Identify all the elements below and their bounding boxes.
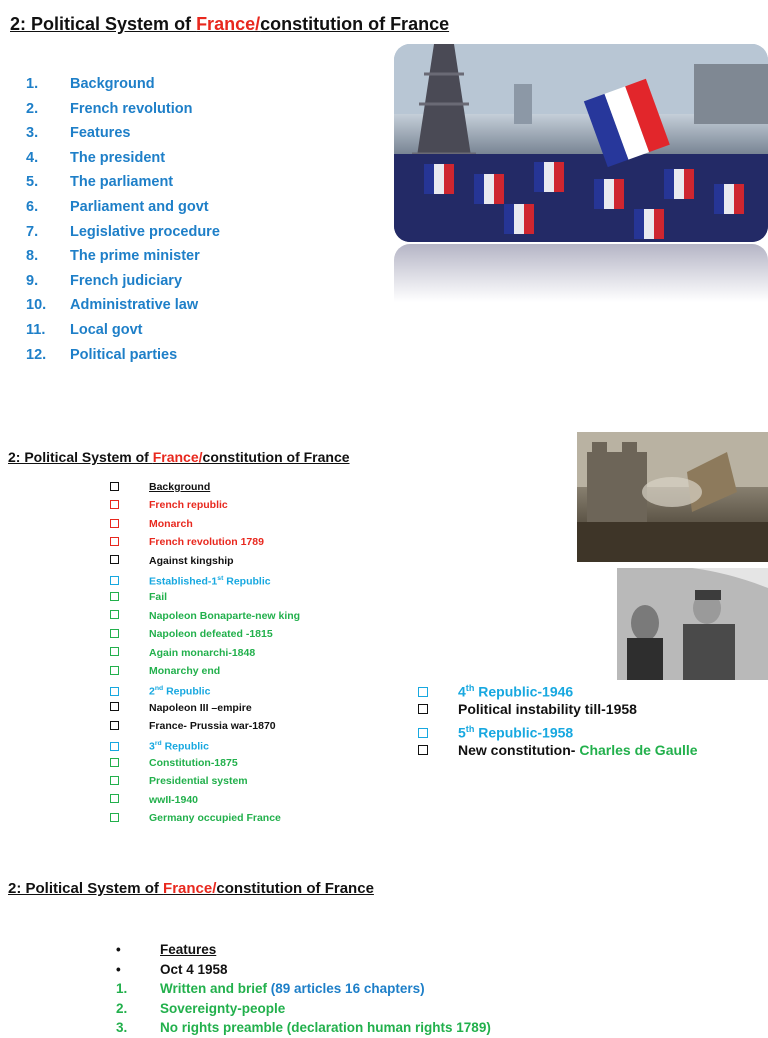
checkbox-bullet-icon [110,666,119,675]
feature-item [108,940,491,960]
checklist-item [110,754,300,772]
item-label: The president [70,149,166,166]
checkbox-bullet-icon [110,576,119,585]
item-text: Germany occupied France [149,812,281,825]
item-label: Background [70,76,155,92]
checkbox-bullet-icon [110,687,119,696]
checkbox-bullet-icon [418,728,428,738]
photo-reflection [394,244,768,302]
contents-item [26,121,220,146]
item-text: Established-1 [149,575,218,588]
item-label: The prime minister [70,248,200,265]
item-label: Features [70,125,131,142]
checklist-item [418,678,698,699]
item-text: Monarch [149,517,193,530]
item-number: 12. [26,346,47,363]
checkbox-bullet-icon [110,610,119,619]
title-highlight: France/ [152,449,203,465]
checklist-item [110,809,300,827]
item-text: French revolution 1789 [149,536,264,549]
item-text: Napoleon defeated -1815 [149,628,273,641]
history-checklist [110,478,300,827]
feature-item [108,1018,491,1038]
item-marker: 1. [116,981,128,996]
item-text-rest: Republic-1958 [474,724,574,741]
checklist-item [110,588,300,606]
checkbox-bullet-icon [110,776,119,785]
item-text: Written and brief [160,981,271,996]
ordinal-suffix: rd [154,740,162,748]
item-number: 3. [26,125,39,142]
checkbox-bullet-icon [110,813,119,822]
item-text: 5 [458,724,466,741]
item-text-rest: Republic-1946 [474,683,574,700]
item-text: Constitution-1875 [149,756,238,769]
checklist-item [110,533,300,551]
checkbox-bullet-icon [110,500,119,509]
checkbox-bullet-icon [110,721,119,730]
feature-item [108,960,491,980]
item-marker: • [116,942,121,957]
item-text: No rights preamble (declaration human rights 1789) [160,1020,491,1035]
item-label: French judiciary [70,272,183,289]
item-marker: • [116,961,121,977]
title-highlight: France/ [196,14,261,34]
checklist-item [418,699,698,720]
title-prefix: 2: Political System of [8,449,153,465]
item-number: 2. [26,100,39,117]
checkbox-bullet-icon [110,794,119,803]
checkbox-bullet-icon [110,742,119,751]
contents-item [26,220,220,245]
item-number: 4. [26,149,39,166]
checklist-item [110,772,300,790]
checklist-item [110,717,300,735]
contents-item [26,343,220,368]
contents-item [26,293,220,318]
item-number: 6. [26,198,39,215]
item-text: Presidential system [149,775,248,788]
checklist-item [110,478,300,496]
checklist-item [110,552,300,570]
item-text: Background [149,481,211,493]
ordinal-suffix: nd [154,685,164,693]
checklist-item [110,570,300,588]
item-text: Napoleon III –empire [149,701,252,714]
title-suffix: constitution of France [260,14,450,34]
item-text: Again monarchi-1848 [149,646,256,659]
item-text: Napoleon Bonaparte-new king [149,609,301,622]
item-text: Features [160,942,217,957]
item-number: 1. [26,76,39,92]
charles-de-gaulle-photo [617,568,768,680]
checkbox-bullet-icon [418,687,428,697]
checkbox-bullet-icon [110,592,119,601]
item-text-rest: Republic [161,740,209,753]
item-text-rest: Republic [223,575,271,588]
item-text: New constitution- [458,741,580,758]
checkbox-bullet-icon [110,629,119,638]
checkbox-bullet-icon [110,702,119,711]
checkbox-bullet-icon [110,555,119,564]
ordinal-suffix: th [465,724,475,734]
item-text: Against kingship [149,554,234,567]
checkbox-bullet-icon [110,758,119,767]
item-number: 5. [26,174,39,191]
republic-checklist [418,678,698,760]
item-text: French republic [149,499,228,512]
ordinal-suffix: th [465,683,475,693]
french-flags-eiffel-tower-photo [394,44,768,242]
slide3-title [8,880,374,897]
checkbox-bullet-icon [418,704,428,714]
item-number: 7. [26,223,39,240]
checklist-item [110,791,300,809]
storming-of-the-bastille-painting [577,432,768,562]
item-number: 11. [26,321,46,338]
item-label: Administrative law [70,297,199,314]
item-text: Monarchy end [149,664,221,677]
contents-item [26,318,220,343]
slide1-title [10,14,449,35]
checklist-item [110,515,300,533]
contents-item [26,269,220,294]
feature-item [108,999,491,1019]
slide2-title [8,449,350,465]
checklist-item [110,699,300,717]
checklist-item [110,680,300,698]
item-text: 2 [149,685,155,698]
checkbox-bullet-icon [110,482,119,491]
item-text: 3 [149,740,155,753]
item-text-rest: Republic [163,685,211,698]
contents-item [26,97,220,122]
checklist-item [110,496,300,514]
checkbox-bullet-icon [110,647,119,656]
checkbox-bullet-icon [110,537,119,546]
item-text: France- Prussia war-1870 [149,720,276,733]
item-text: Fail [149,591,168,604]
title-prefix: 2: Political System of [8,880,164,897]
title-prefix: 2: Political System of [10,14,197,34]
contents-list [26,72,220,367]
item-text: wwII-1940 [149,793,199,806]
item-text: Oct 4 1958 [160,961,228,977]
item-text: 4 [458,683,466,700]
contents-item [26,170,220,195]
contents-item [26,244,220,269]
item-number: 10. [26,297,47,314]
contents-item [26,146,220,171]
checklist-item [110,662,300,680]
item-text: Sovereignty-people [160,1000,286,1016]
checklist-item [110,607,300,625]
checklist-item [418,719,698,740]
ordinal-suffix: st [217,574,224,582]
contents-item [26,195,220,220]
features-list [108,940,491,1038]
item-marker: 2. [116,1000,128,1016]
item-highlight: Charles de Gaulle [579,741,698,758]
title-highlight: France/ [163,880,217,897]
checklist-item [110,735,300,753]
item-label: The parliament [70,174,174,191]
title-suffix: constitution of France [202,449,350,465]
checklist-item [110,644,300,662]
item-marker: 3. [116,1020,128,1035]
title-suffix: constitution of France [216,880,374,897]
checklist-item [418,740,698,761]
item-label: Political parties [70,346,178,363]
item-label: Legislative procedure [70,223,220,240]
item-number: 8. [26,248,39,265]
checkbox-bullet-icon [110,519,119,528]
checkbox-bullet-icon [418,745,428,755]
item-number: 9. [26,272,39,289]
item-label: French revolution [70,100,193,117]
contents-item [26,72,220,97]
item-text: Political instability till-1958 [458,700,637,717]
checklist-item [110,625,300,643]
item-detail: (89 articles 16 chapters) [270,981,425,996]
item-label: Local govt [70,321,143,338]
feature-item [108,979,491,999]
item-label: Parliament and govt [70,198,209,215]
